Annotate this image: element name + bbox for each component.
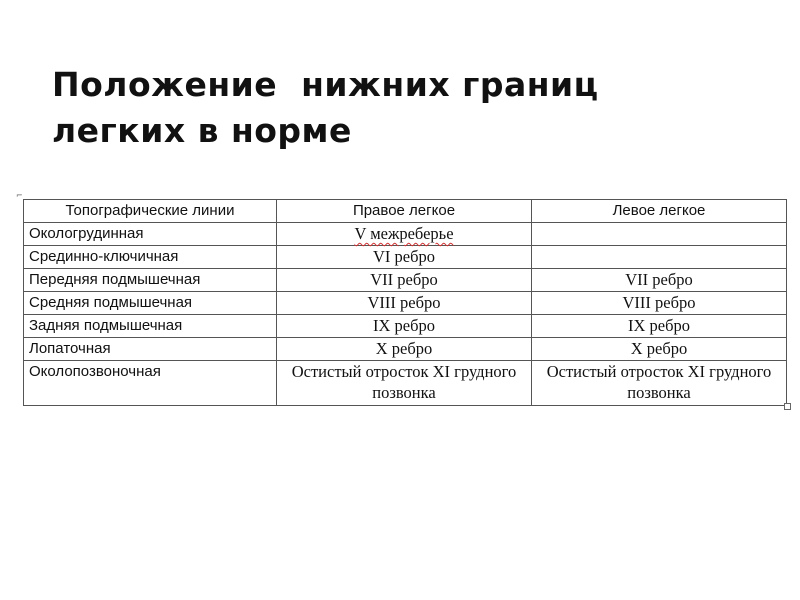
table-resize-handle-icon[interactable] bbox=[784, 403, 791, 410]
table-anchor-icon[interactable]: ⌐ bbox=[16, 191, 23, 200]
header-right-lung: Правое легкое bbox=[277, 200, 532, 223]
table-row bbox=[24, 361, 787, 406]
cell-right-lung: VIII ребро bbox=[277, 292, 532, 315]
cell-right-lung: Остистый отросток XI грудного позвонка bbox=[277, 361, 532, 406]
cell-line: Лопаточная bbox=[24, 338, 277, 361]
cell-left-lung bbox=[532, 246, 787, 269]
lung-borders-table bbox=[23, 199, 787, 406]
cell-line: Околопозвоночная bbox=[24, 361, 277, 406]
cell-right-lung: IX ребро bbox=[277, 315, 532, 338]
cell-left-lung: IX ребро bbox=[532, 315, 787, 338]
cell-line: Окологрудинная bbox=[24, 223, 277, 246]
table-row bbox=[24, 315, 787, 338]
cell-left-lung: Остистый отросток XI грудного позвонка bbox=[532, 361, 787, 406]
cell-right-lung: VII ребро bbox=[277, 269, 532, 292]
cell-left-lung: VIII ребро bbox=[532, 292, 787, 315]
cell-right-lung bbox=[277, 223, 532, 246]
cell-right-lung: VI ребро bbox=[277, 246, 532, 269]
cell-line: Передняя подмышечная bbox=[24, 269, 277, 292]
table-row bbox=[24, 269, 787, 292]
header-left-lung: Левое легкое bbox=[532, 200, 787, 223]
table-row bbox=[24, 338, 787, 361]
table-row bbox=[24, 223, 787, 246]
cell-right-lung-text: V межреберье bbox=[354, 224, 454, 243]
cell-line: Задняя подмышечная bbox=[24, 315, 277, 338]
cell-left-lung bbox=[532, 223, 787, 246]
cell-left-lung: X ребро bbox=[532, 338, 787, 361]
table-row bbox=[24, 246, 787, 269]
table-row bbox=[24, 292, 787, 315]
cell-line: Срединно-ключичная bbox=[24, 246, 277, 269]
header-topographic-lines: Топографические линии bbox=[24, 200, 277, 223]
cell-left-lung: VII ребро bbox=[532, 269, 787, 292]
table-container bbox=[23, 199, 786, 406]
cell-right-lung: X ребро bbox=[277, 338, 532, 361]
slide-title: Положение нижних границ легких в норме bbox=[52, 65, 599, 150]
table-header-row bbox=[24, 200, 787, 223]
cell-line: Средняя подмышечная bbox=[24, 292, 277, 315]
